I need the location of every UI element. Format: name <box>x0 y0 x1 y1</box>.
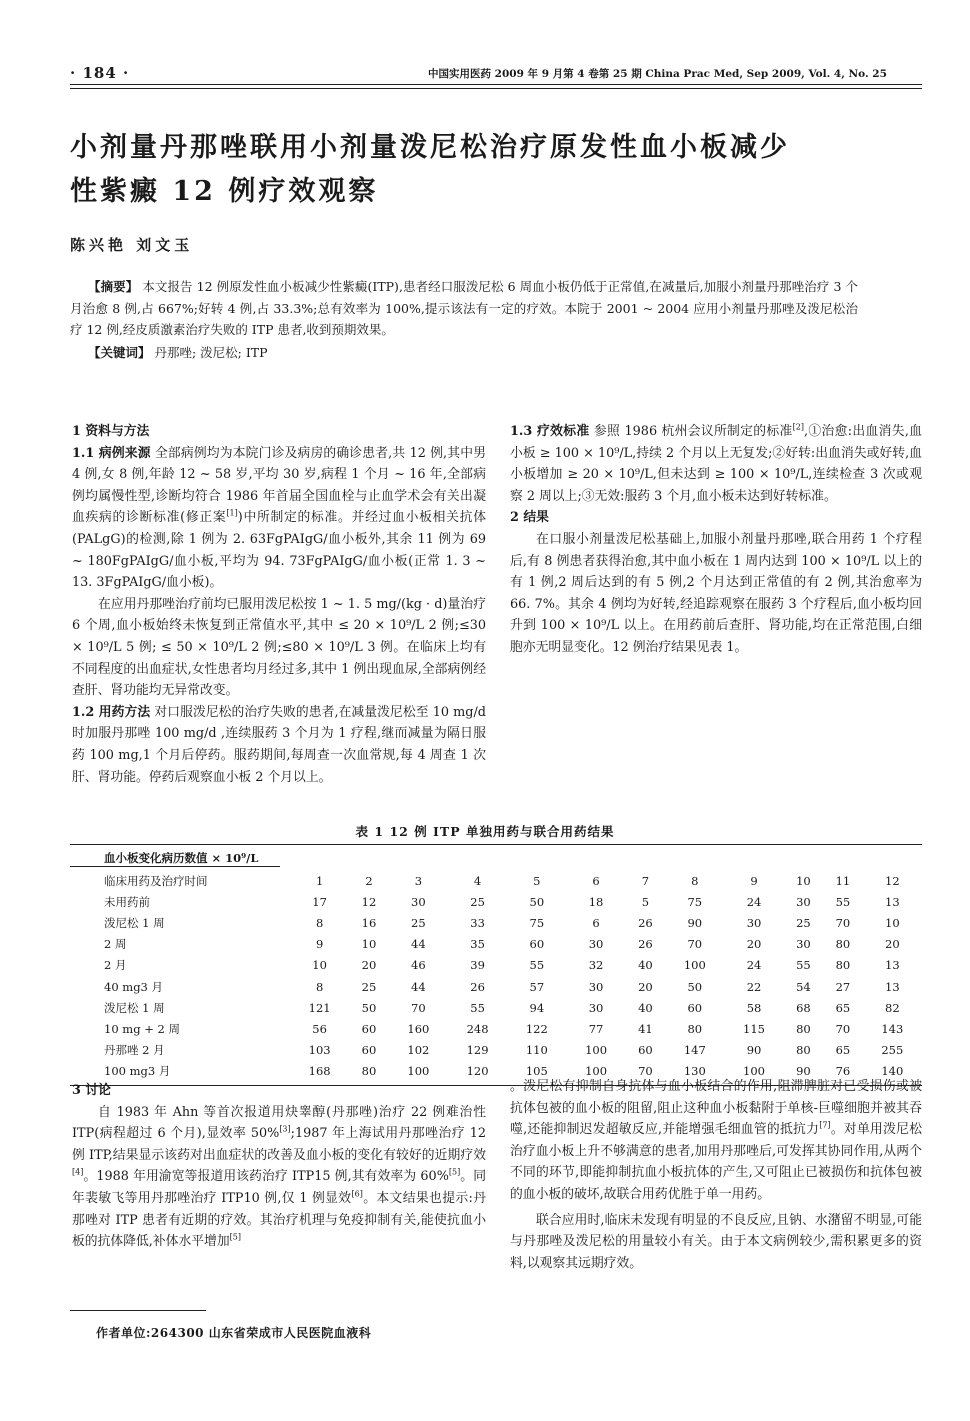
table-cell: 248 <box>466 1021 489 1036</box>
table-cell: 80 <box>796 1043 811 1058</box>
citation-5: [5] <box>448 1168 461 1178</box>
table-cell: 41 <box>638 1021 653 1036</box>
section-1-1-para-2: 在应用丹那唑治疗前均已服用泼尼松按 1 ~ 1. 5 mg/(kg · d)量治疗 6 个周,血小板始终未恢复到正常值水平,其中 ≤ 20 × 10⁹/L 2 例;≤30 × 10⁹/L 5 例; ≤ 50 × 10⁹/L 2 例;≤80 × 10⁹/L 3 例。在临床上均有不同程度的出血症状,女性患者均月经过多,其中 1 例出现血尿,全部病例经查肝、肾功能均无异常改变。 <box>72 596 486 699</box>
table-cell: 12 <box>885 873 900 888</box>
row-label: 40 mg3 月 <box>104 979 164 994</box>
table-cell: 140 <box>881 1064 904 1079</box>
authors: 陈兴艳 刘文玉 <box>70 236 194 254</box>
abstract-body <box>70 276 858 341</box>
citation-5b: [5] <box>229 1232 241 1242</box>
section-1-2-heading: 1.2 用药方法 <box>72 704 151 720</box>
left-column-upper <box>72 421 486 788</box>
citation-4: [4] <box>72 1168 84 1178</box>
table-cell: 168 <box>308 1064 331 1079</box>
table-cell: 110 <box>525 1043 548 1058</box>
table-cell: 55 <box>529 958 545 973</box>
table-cell: 17 <box>312 894 327 909</box>
table-cell: 120 <box>466 1064 489 1079</box>
discussion-text-e: 。本文结果也提示:丹那唑对 ITP 患者有近期的疗效。其治疗机理与免疫抑制有关,能使抗血小板的抗体降低,补体水平增加 <box>72 1190 487 1250</box>
table-cell: 13 <box>885 958 900 973</box>
table-cell: 70 <box>835 1021 851 1036</box>
table-cell: 80 <box>835 958 851 973</box>
table-cell: 11 <box>835 873 851 888</box>
row-label: 未用药前 <box>104 894 150 909</box>
table-cell: 6 <box>592 915 600 930</box>
table-cell: 27 <box>835 979 851 994</box>
table-cell: 32 <box>588 958 604 973</box>
table-cell: 20 <box>638 979 653 994</box>
table-cell: 68 <box>796 1000 811 1015</box>
abstract <box>70 276 858 363</box>
table-cell: 60 <box>638 1043 653 1058</box>
table-cell: 33 <box>470 915 485 930</box>
table-header-label: 血小板变化病历数值 × 10⁹/L <box>104 851 259 865</box>
page-number: · 184 · <box>70 64 130 82</box>
table-cell: 80 <box>687 1021 703 1036</box>
table-cell: 75 <box>529 915 545 930</box>
table-cell: 8 <box>315 915 324 930</box>
table-cell: 122 <box>525 1021 548 1036</box>
article-title: 小剂量丹那唑联用小剂量泼尼松治疗原发性血小板减少性紫癜 12 例疗效观察 <box>70 132 790 207</box>
table-cell: 10 <box>312 958 327 973</box>
discussion-text-d: 。同年裴敏飞等用丹那唑治疗 ITP10 例,仅 1 例显效 <box>72 1169 486 1206</box>
table-cell: 90 <box>687 915 703 930</box>
table-cell: 24 <box>746 894 762 909</box>
table-cell: 30 <box>746 915 762 930</box>
table-cell: 10 <box>796 873 811 888</box>
table-cell: 75 <box>687 894 703 909</box>
table-row <box>70 912 922 933</box>
row-label: 2 月 <box>104 958 127 973</box>
table-row <box>70 934 922 955</box>
table-cell: 22 <box>746 979 762 994</box>
table-header-rule <box>70 866 280 867</box>
table-cell: 2 <box>365 873 373 888</box>
table-cell: 143 <box>881 1021 904 1036</box>
table-cell: 20 <box>746 937 762 952</box>
table-cell: 65 <box>835 1043 851 1058</box>
table-cell: 9 <box>750 873 758 888</box>
table-cell: 30 <box>796 894 811 909</box>
discussion-text-b: ;1987 年上海试用丹那唑治疗 12 例 ITP,结果显示该药对出血症状的改善及血小板的变化有较好的近期疗效 <box>72 1126 486 1163</box>
table-cell: 26 <box>638 937 653 952</box>
table-cell: 54 <box>796 979 811 994</box>
discussion-text-a: 自 1983 年 Ahn 等首次报道用炔睾醇(丹那唑)治疗 22 例难治性 ITP(病程超过 6 个月),显效率 50% <box>72 1104 486 1142</box>
table-row <box>70 891 922 912</box>
section-1-3-text-cont: ,①治愈:出血消失,血小板 ≥ 100 × 10⁹/L,持续 2 个月以上无复发;②好转:出血消失或好转,血小板增加 ≥ 20 × 10⁹/L,但未达到 ≥ 100 × 10⁹/L,连续检查 3 次或观察 2 周以上;③无效:服药 3 个月,血小板未达到好转标准。 <box>510 424 923 504</box>
table-caption: 表 1 12 例 ITP 单独用药与联合用药结果 <box>355 824 615 839</box>
table-cell: 60 <box>361 1043 377 1058</box>
section-3-heading: 3 讨论 <box>72 1083 111 1098</box>
table-cell: 100 <box>683 958 706 973</box>
table-cell: 30 <box>588 1000 604 1015</box>
affiliation-rule <box>70 1310 206 1311</box>
section-3-text <box>72 1102 486 1253</box>
discussion-text-f: 。泼尼松有抑制自身抗体与血小板结合的作用,阻滞脾脏对已受损伤或被抗体包被的血小板的阻留,阻止这种血小板黏附于单核-巨噬细胞并被其吞噬,还能抑制迟发超敏反应,并能增强毛细血管的抵抗力 <box>510 1079 922 1138</box>
table-cell: 4 <box>473 873 482 888</box>
table-cell: 10 <box>885 915 900 930</box>
section-1-3 <box>510 421 922 507</box>
header-rule <box>70 84 922 85</box>
table-cell: 60 <box>361 1021 377 1036</box>
table-cell: 25 <box>411 915 426 930</box>
table-cell: 100 <box>585 1064 608 1079</box>
table-cell: 26 <box>470 979 485 994</box>
table-cell: 70 <box>638 1064 653 1079</box>
table-cell: 129 <box>466 1043 489 1058</box>
citation-1: [1] <box>226 509 238 519</box>
citation-7: [7] <box>819 1120 831 1130</box>
table-cell: 100 <box>585 1043 608 1058</box>
table-cell: 70 <box>687 937 703 952</box>
table-cell: 9 <box>315 937 324 952</box>
table-cell: 10 <box>361 937 377 952</box>
section-1-1-text: 全部病例均为本院门诊及病房的确诊患者,共 12 例,其中男 4 例,女 8 例,年龄 12 ~ 58 岁,平均 30 岁,病程 1 个月 ~ 16 年,全部病例均属慢性型,诊断均符合 1986 年首届全国血栓与止血学术会有关出凝血疾病的诊断标准(修正案 <box>72 445 486 526</box>
table-cell: 18 <box>588 894 604 909</box>
row-label: 10 mg + 2 周 <box>104 1021 180 1036</box>
table-cell: 44 <box>411 979 426 994</box>
table-cell: 255 <box>881 1043 904 1058</box>
table-cell: 60 <box>529 937 545 952</box>
table-cell: 121 <box>308 1000 331 1015</box>
journal-header: 中国实用医药 2009 年 9 月第 4 卷第 25 期 China Prac Med, Sep 2009, Vol. 4, No. 25 <box>428 68 887 80</box>
results-table <box>70 870 922 1082</box>
section-1-2 <box>72 702 486 788</box>
table-cell: 70 <box>835 915 851 930</box>
table-cell: 94 <box>529 1000 545 1015</box>
table-cell: 130 <box>683 1064 706 1079</box>
table-cell: 20 <box>361 958 377 973</box>
row-label: 临床用药及治疗时间 <box>104 873 208 888</box>
table-cell: 147 <box>683 1043 706 1058</box>
discussion-text-c: 。1988 年用渝宽等报道用该药治疗 ITP15 例,其有效率为 60% <box>83 1169 449 1185</box>
section-1-1 <box>72 443 486 594</box>
table-cell: 25 <box>470 894 485 909</box>
table-cell: 12 <box>361 894 377 909</box>
table-cell: 77 <box>588 1021 604 1036</box>
table-cell: 100 <box>743 1064 765 1079</box>
keywords: 丹那唑; 泼尼松; ITP <box>154 344 268 360</box>
table-cell: 30 <box>796 937 811 952</box>
table-cell: 30 <box>411 894 426 909</box>
table-cell: 20 <box>885 937 900 952</box>
abstract-label: 【摘要】 <box>88 279 139 294</box>
table-cell: 25 <box>361 979 377 994</box>
table-cell: 26 <box>638 915 653 930</box>
table-cell: 7 <box>641 873 650 888</box>
table-cell: 60 <box>687 1000 703 1015</box>
table-cell: 39 <box>470 958 485 973</box>
table-cell: 8 <box>315 979 324 994</box>
right-column-upper <box>510 421 922 659</box>
table-cell: 80 <box>796 1021 811 1036</box>
table-cell: 102 <box>407 1043 430 1058</box>
table-cell: 6 <box>592 873 600 888</box>
table-cell: 16 <box>361 915 377 930</box>
table-cell: 55 <box>470 1000 485 1015</box>
table-cell: 24 <box>746 958 762 973</box>
table-cell: 57 <box>529 979 545 994</box>
header-rule-thin <box>70 88 922 89</box>
table-cell: 30 <box>588 937 604 952</box>
table-cell: 55 <box>835 894 851 909</box>
table-cell: 82 <box>885 1000 900 1015</box>
table-cell: 90 <box>796 1064 811 1079</box>
left-column-lower <box>72 1080 486 1253</box>
table-row <box>70 997 922 1018</box>
table-cell: 56 <box>312 1021 327 1036</box>
right-column-lower <box>510 1076 922 1274</box>
affiliation: 作者单位:264300 山东省荣成市人民医院血液科 <box>96 1326 372 1340</box>
table-cell: 40 <box>638 1000 653 1015</box>
table-row <box>70 955 922 976</box>
section-3-text-cont <box>510 1076 922 1206</box>
table-cell: 13 <box>885 894 900 909</box>
citation-3: [3] <box>279 1124 291 1134</box>
section-1-3-heading: 1.3 疗效标准 <box>510 424 590 439</box>
table-cell: 13 <box>885 979 900 994</box>
table-row <box>70 1040 922 1061</box>
table-cell: 80 <box>835 937 851 952</box>
row-label: 泼尼松 1 周 <box>104 1000 165 1015</box>
citation-6: [6] <box>351 1189 363 1199</box>
table-cell: 1 <box>315 873 324 888</box>
table-top-rule <box>70 844 922 845</box>
table-cell: 90 <box>746 1043 762 1058</box>
section-1-1-heading: 1.1 病例来源 <box>72 445 151 461</box>
table-cell: 40 <box>638 958 653 973</box>
section-2-text: 在口服小剂量泼尼松基础上,加服小剂量丹那唑,联合用药 1 个疗程后,有 8 例患者获得治愈,其中血小板在 1 周内达到 100 × 10⁹/L 以上的有 1 例,2 周后达到的有 5 例,2 个月达到正常值的有 2 例,其治愈率为 66. 7%。其余 4 例均为好转,经追踪观察在服药 3 个疗程后,血小板均回升到 100 × 10⁹/L 以上。在用药前后查肝、肾功能,均在正常范围,白细胞亦无明显变化。12 例治疗结果见表 1。 <box>510 531 922 655</box>
table-cell: 5 <box>641 894 650 909</box>
table-header-row <box>70 870 922 891</box>
section-2-heading: 2 结果 <box>510 510 549 526</box>
table-cell: 8 <box>691 873 699 888</box>
table-cell: 100 <box>407 1064 430 1079</box>
table-cell: 44 <box>411 937 426 952</box>
table-cell: 58 <box>746 1000 762 1015</box>
row-label: 2 周 <box>104 937 127 952</box>
section-1-heading: 1 资料与方法 <box>72 424 150 439</box>
table-cell: 160 <box>407 1021 430 1036</box>
row-label: 泼尼松 1 周 <box>104 915 165 930</box>
table-cell: 50 <box>529 894 545 909</box>
table-cell: 50 <box>361 1000 377 1015</box>
table-cell: 50 <box>687 979 703 994</box>
row-label: 丹那唑 2 月 <box>104 1043 165 1058</box>
keywords-label: 【关键词】 <box>88 344 151 360</box>
table-cell: 46 <box>411 958 426 973</box>
table-cell: 25 <box>796 915 811 930</box>
table-cell: 30 <box>588 979 604 994</box>
section-3-para-2: 联合应用时,临床未发现有明显的不良反应,且钠、水潴留不明显,可能与丹那唑及泼尼松的用量较小有关。由于本文病例较少,需积累更多的资料,以观察其远期疗效。 <box>510 1212 922 1271</box>
table-cell: 65 <box>835 1000 851 1015</box>
table-cell: 76 <box>835 1064 851 1079</box>
table-cell: 35 <box>470 937 485 952</box>
row-label: 100 mg3 月 <box>104 1064 171 1079</box>
keywords-line <box>70 342 858 364</box>
abstract-text: 本文报告 12 例原发性血小板减少性紫癜(ITP),患者经口服泼尼松 6 周血小板仍低于正常值,在减量后,加服小剂量丹那唑治疗 3 个月治愈 8 例,占 667%;好转 4 例,占 33.3%;总有效率为 100%,提示该法有一定的疗效。本院于 2001 ~ 2004 应用小剂量丹那唑及泼尼松治疗 12 例,经皮质激素治疗失败的 ITP 患者,收到预期效果。 <box>70 279 858 337</box>
section-1-1-text-cont: )中所制定的标准。并经过血小板相关抗体(PALgG)的检测,除 1 例为 2. 63FgPAIgG/血小板外,其余 11 例为 69 ~ 180FgPAIgG/血小板,平均为 94. 73FgPAIgG/血小板(正常 1. 3 ~ 13. 3FgPAIgG/血小板)。 <box>72 510 486 591</box>
table-cell: 80 <box>361 1064 377 1079</box>
table-cell: 103 <box>308 1043 331 1058</box>
table-cell: 3 <box>414 873 423 888</box>
table-row <box>70 1018 922 1039</box>
table-cell: 70 <box>411 1000 426 1015</box>
table-cell: 105 <box>525 1064 548 1079</box>
citation-2: [2] <box>792 422 804 432</box>
table-cell: 5 <box>533 873 541 888</box>
table-cell: 55 <box>796 958 811 973</box>
discussion-text-g: 。对单用泼尼松治疗血小板上升不够满意的患者,加用丹那唑后,可发挥其协同作用,从两个不同的环节,即能抑制抗血小板抗体的产生,又可阻止已被损伤和抗体包被的血小板的破坏,故联合用药优胜于单一用药。 <box>510 1122 923 1202</box>
table-cell: 115 <box>743 1021 765 1036</box>
section-1-3-text: 参照 1986 杭州会议所制定的标准 <box>593 424 793 439</box>
table-row <box>70 976 922 997</box>
section-1-2-text: 对口服泼尼松的治疗失败的患者,在减量泼尼松至 10 mg/d 时加服丹那唑 100 mg/d ,连续服药 3 个月为 1 疗程,继而减量为隔日服药 100 mg,1 个月后停药。服药期间,每周查一次血常规,每 4 周查 1 次肝、肾功能。停药后观察血小板 2 个月以上。 <box>72 704 486 785</box>
